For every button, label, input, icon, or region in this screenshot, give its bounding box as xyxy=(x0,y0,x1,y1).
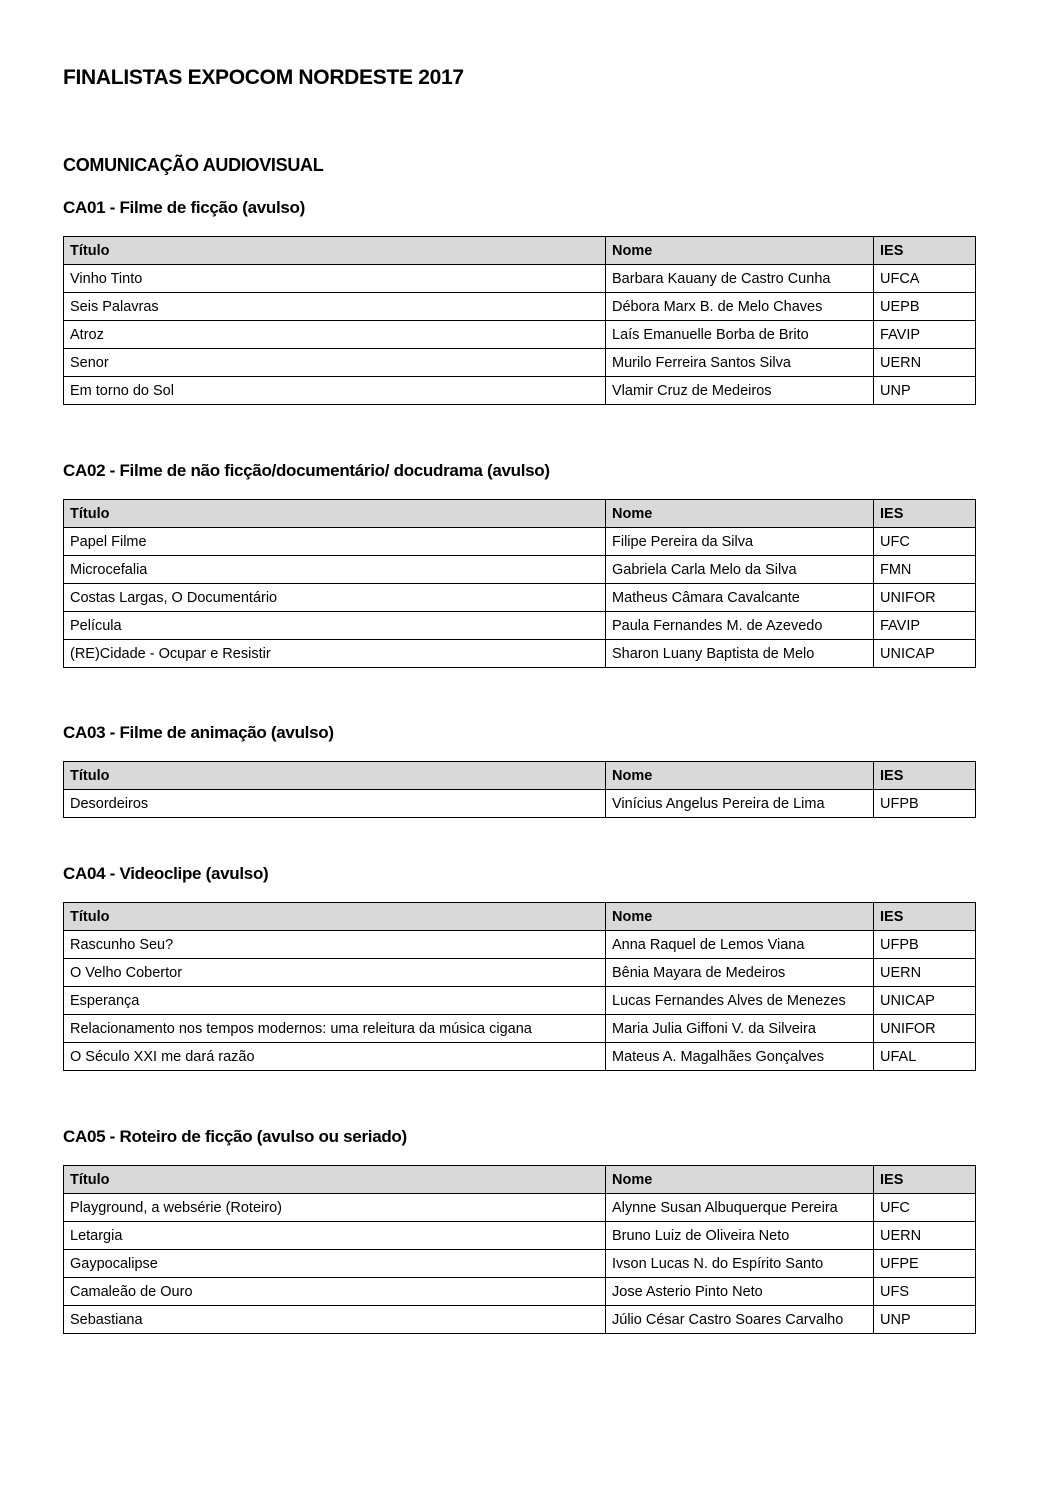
cell-titulo: Camaleão de Ouro xyxy=(64,1278,606,1306)
table-row xyxy=(64,1250,976,1278)
page-title: FINALISTAS EXPOCOM NORDESTE 2017 xyxy=(63,66,464,89)
cell-ies: UNIFOR xyxy=(874,584,976,612)
table-row xyxy=(64,1306,976,1334)
cell-titulo: Em torno do Sol xyxy=(64,377,606,405)
cell-ies: UNICAP xyxy=(874,987,976,1015)
header-nome: Nome xyxy=(606,500,874,528)
cell-ies: UFPB xyxy=(874,790,976,818)
cell-titulo: Gaypocalipse xyxy=(64,1250,606,1278)
cell-titulo: Letargia xyxy=(64,1222,606,1250)
cell-nome: Lucas Fernandes Alves de Menezes xyxy=(606,987,874,1015)
header-ies: IES xyxy=(874,1166,976,1194)
cell-ies: UFC xyxy=(874,1194,976,1222)
cell-ies: UNICAP xyxy=(874,640,976,668)
header-nome: Nome xyxy=(606,1166,874,1194)
cell-nome: Matheus Câmara Cavalcante xyxy=(606,584,874,612)
cell-nome: Vinícius Angelus Pereira de Lima xyxy=(606,790,874,818)
category-heading: CA02 - Filme de não ficção/documentário/ docudrama (avulso) xyxy=(63,461,550,480)
header-nome: Nome xyxy=(606,762,874,790)
table-row xyxy=(64,1194,976,1222)
header-titulo: Título xyxy=(64,237,606,265)
cell-titulo: Atroz xyxy=(64,321,606,349)
table-header-row xyxy=(64,903,976,931)
table-row xyxy=(64,612,976,640)
cell-ies: UERN xyxy=(874,349,976,377)
cell-titulo: Costas Largas, O Documentário xyxy=(64,584,606,612)
cell-nome: Jose Asterio Pinto Neto xyxy=(606,1278,874,1306)
cell-nome: Filipe Pereira da Silva xyxy=(606,528,874,556)
cell-titulo: Senor xyxy=(64,349,606,377)
cell-ies: UFPB xyxy=(874,931,976,959)
cell-nome: Anna Raquel de Lemos Viana xyxy=(606,931,874,959)
cell-ies: FMN xyxy=(874,556,976,584)
header-titulo: Título xyxy=(64,500,606,528)
cell-titulo: Relacionamento nos tempos modernos: uma releitura da música cigana xyxy=(64,1015,606,1043)
cell-ies: UFAL xyxy=(874,1043,976,1071)
finalists-table xyxy=(63,236,976,405)
header-ies: IES xyxy=(874,903,976,931)
finalists-table xyxy=(63,902,976,1071)
table-row xyxy=(64,584,976,612)
cell-titulo: Sebastiana xyxy=(64,1306,606,1334)
category-heading: CA05 - Roteiro de ficção (avulso ou seriado) xyxy=(63,1127,407,1146)
table-row xyxy=(64,321,976,349)
category-section xyxy=(63,1125,975,1328)
table-row xyxy=(64,987,976,1015)
header-titulo: Título xyxy=(64,903,606,931)
cell-ies: UERN xyxy=(874,959,976,987)
table-row xyxy=(64,640,976,668)
cell-titulo: Película xyxy=(64,612,606,640)
header-ies: IES xyxy=(874,762,976,790)
category-section xyxy=(63,721,975,812)
table-row xyxy=(64,293,976,321)
cell-titulo: O Século XXI me dará razão xyxy=(64,1043,606,1071)
category-heading: CA03 - Filme de animação (avulso) xyxy=(63,723,334,742)
cell-nome: Paula Fernandes M. de Azevedo xyxy=(606,612,874,640)
table-row xyxy=(64,349,976,377)
table-header-row xyxy=(64,1166,976,1194)
finalists-table xyxy=(63,1165,976,1334)
cell-titulo: Esperança xyxy=(64,987,606,1015)
table-row xyxy=(64,790,976,818)
cell-ies: UFCA xyxy=(874,265,976,293)
cell-nome: Bruno Luiz de Oliveira Neto xyxy=(606,1222,874,1250)
category-heading: CA04 - Videoclipe (avulso) xyxy=(63,864,269,883)
cell-titulo: (RE)Cidade - Ocupar e Resistir xyxy=(64,640,606,668)
section-title: COMUNICAÇÃO AUDIOVISUAL xyxy=(63,155,324,175)
header-titulo: Título xyxy=(64,1166,606,1194)
header-titulo: Título xyxy=(64,762,606,790)
cell-nome: Alynne Susan Albuquerque Pereira xyxy=(606,1194,874,1222)
cell-nome: Sharon Luany Baptista de Melo xyxy=(606,640,874,668)
cell-nome: Mateus A. Magalhães Gonçalves xyxy=(606,1043,874,1071)
category-section xyxy=(63,196,975,399)
cell-ies: UFC xyxy=(874,528,976,556)
table-row xyxy=(64,1043,976,1071)
category-heading: CA01 - Filme de ficção (avulso) xyxy=(63,198,305,217)
cell-ies: UFS xyxy=(874,1278,976,1306)
cell-nome: Laís Emanuelle Borba de Brito xyxy=(606,321,874,349)
cell-titulo: Rascunho Seu? xyxy=(64,931,606,959)
cell-titulo: Playground, a websérie (Roteiro) xyxy=(64,1194,606,1222)
cell-ies: UNP xyxy=(874,1306,976,1334)
table-header-row xyxy=(64,237,976,265)
cell-ies: FAVIP xyxy=(874,321,976,349)
category-section xyxy=(63,862,975,1065)
table-header-row xyxy=(64,500,976,528)
cell-nome: Barbara Kauany de Castro Cunha xyxy=(606,265,874,293)
header-ies: IES xyxy=(874,237,976,265)
header-ies: IES xyxy=(874,500,976,528)
cell-ies: UERN xyxy=(874,1222,976,1250)
cell-ies: UNP xyxy=(874,377,976,405)
cell-titulo: Papel Filme xyxy=(64,528,606,556)
cell-titulo: Seis Palavras xyxy=(64,293,606,321)
cell-titulo: O Velho Cobertor xyxy=(64,959,606,987)
cell-nome: Vlamir Cruz de Medeiros xyxy=(606,377,874,405)
cell-titulo: Vinho Tinto xyxy=(64,265,606,293)
cell-nome: Débora Marx B. de Melo Chaves xyxy=(606,293,874,321)
cell-ies: UFPE xyxy=(874,1250,976,1278)
table-row xyxy=(64,528,976,556)
finalists-table xyxy=(63,761,976,818)
cell-titulo: Desordeiros xyxy=(64,790,606,818)
category-section xyxy=(63,459,975,662)
cell-nome: Maria Julia Giffoni V. da Silveira xyxy=(606,1015,874,1043)
cell-nome: Murilo Ferreira Santos Silva xyxy=(606,349,874,377)
cell-ies: FAVIP xyxy=(874,612,976,640)
cell-nome: Bênia Mayara de Medeiros xyxy=(606,959,874,987)
header-nome: Nome xyxy=(606,903,874,931)
finalists-table xyxy=(63,499,976,668)
cell-ies: UEPB xyxy=(874,293,976,321)
header-nome: Nome xyxy=(606,237,874,265)
cell-nome: Gabriela Carla Melo da Silva xyxy=(606,556,874,584)
table-row xyxy=(64,1222,976,1250)
table-row xyxy=(64,959,976,987)
table-row xyxy=(64,556,976,584)
table-row xyxy=(64,1278,976,1306)
table-row xyxy=(64,265,976,293)
cell-nome: Júlio César Castro Soares Carvalho xyxy=(606,1306,874,1334)
table-header-row xyxy=(64,762,976,790)
cell-titulo: Microcefalia xyxy=(64,556,606,584)
table-row xyxy=(64,1015,976,1043)
table-row xyxy=(64,931,976,959)
cell-ies: UNIFOR xyxy=(874,1015,976,1043)
table-row xyxy=(64,377,976,405)
cell-nome: Ivson Lucas N. do Espírito Santo xyxy=(606,1250,874,1278)
